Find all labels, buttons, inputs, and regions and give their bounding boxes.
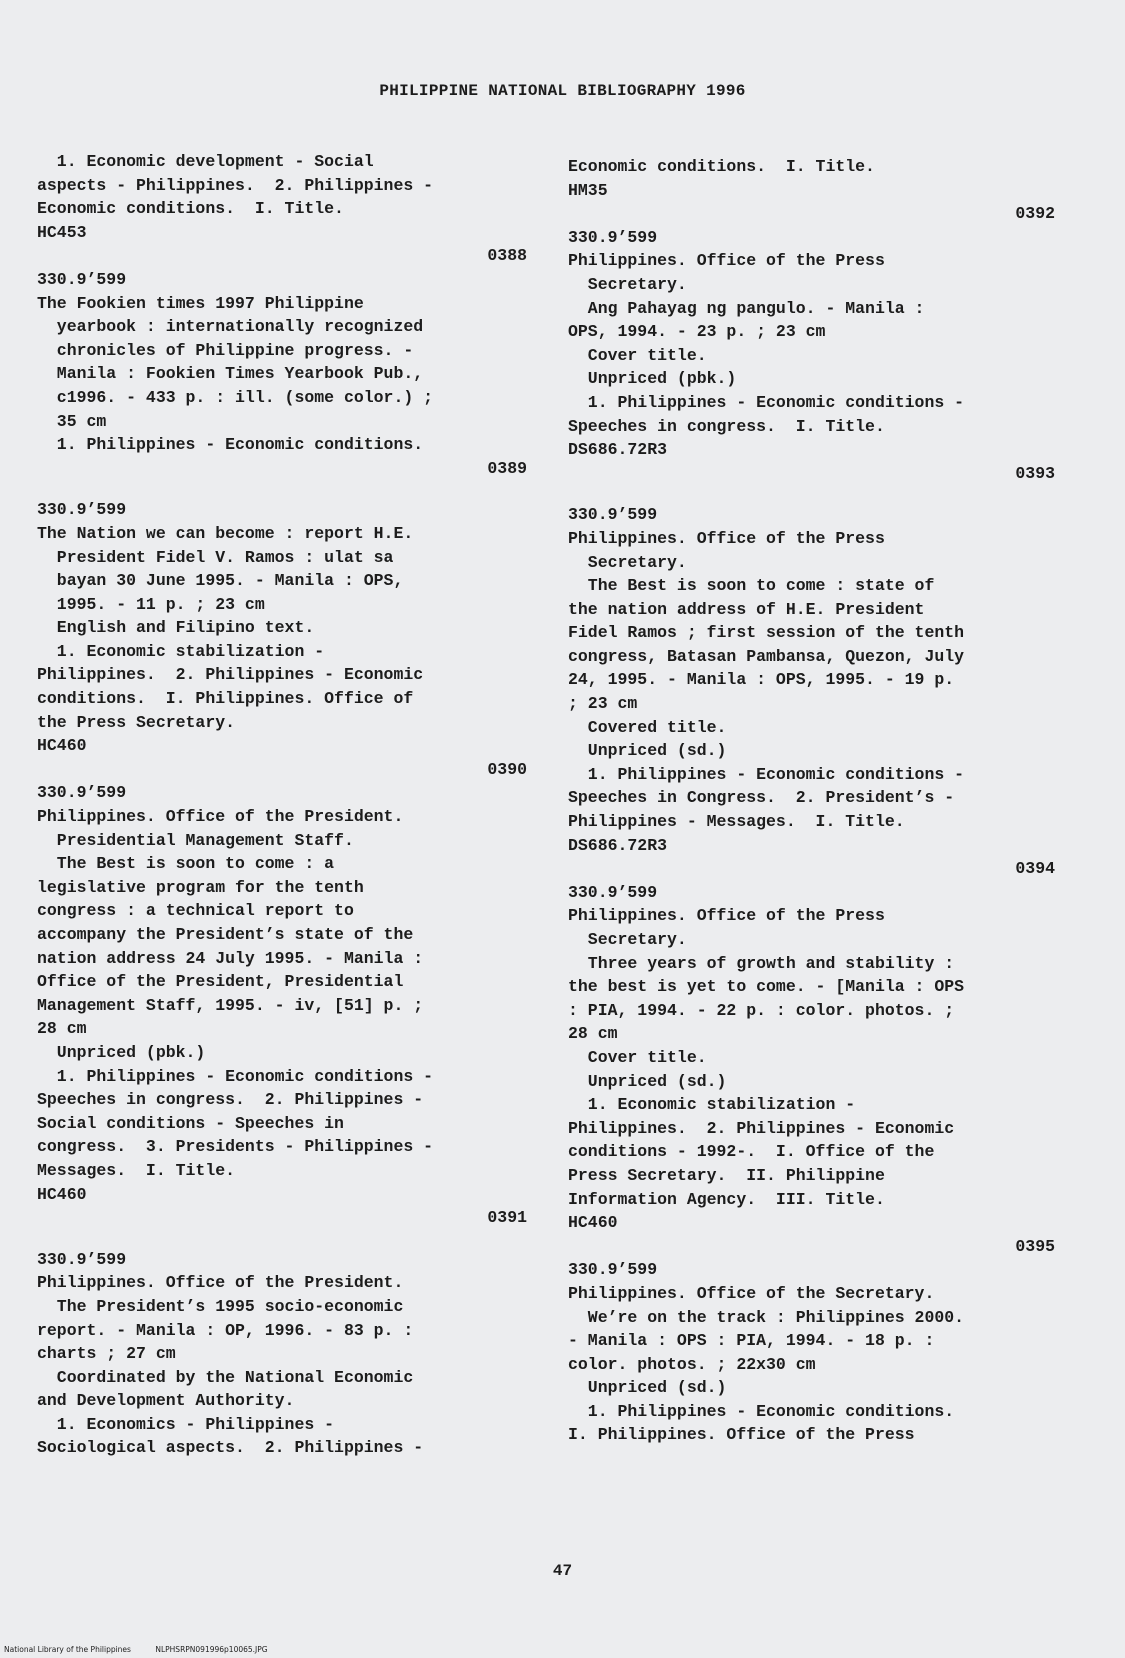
entry-line: congress, Batasan Pambansa, Quezon, July <box>568 646 965 666</box>
entry-line: Messages. I. Title. <box>37 1160 236 1180</box>
entry-gap <box>37 480 527 498</box>
entry-line: Philippines - Messages. I. Title. <box>568 812 905 832</box>
entry-line: 330.9’599 <box>568 227 658 247</box>
entry-line: HC460 <box>568 1213 618 1233</box>
entry-line: bayan 30 June 1995. - Manila : OPS, <box>37 571 404 591</box>
entry-line: charts ; 27 cm <box>37 1344 176 1364</box>
entry-line: 330.9’599 <box>37 783 127 803</box>
entry-number: 0391 <box>487 1208 527 1228</box>
entry-line: Cover title. <box>568 345 707 365</box>
entry-line: Philippines. Office of the Press <box>568 906 885 926</box>
entry-line: HC460 <box>37 736 87 756</box>
entry-line: President Fidel V. Ramos : ulat sa <box>37 547 394 567</box>
entry-line: Philippines. Office of the Press <box>568 528 885 548</box>
entry-line: color. photos. ; 22x30 cm <box>568 1354 816 1374</box>
entry-line: Sociological aspects. 2. Philippines - <box>37 1438 424 1458</box>
entry-line: The Fookien times 1997 Philippine <box>37 293 364 313</box>
entry-line: DS686.72R3 <box>568 835 668 855</box>
entry-line: Unpriced (sd.) <box>568 1378 727 1398</box>
entry-number: 0390 <box>487 759 527 779</box>
entry-line: Fidel Ramos ; first session of the tenth <box>568 623 965 643</box>
entry-line: c1996. - 433 p. : ill. (some color.) ; <box>37 387 434 407</box>
entry-line: and Development Authority. <box>37 1391 295 1411</box>
entry-line: HC453 <box>37 222 87 242</box>
entry-line: Secretary. <box>568 552 687 572</box>
entry-number: 0389 <box>487 458 527 478</box>
scan-footer <box>4 1645 290 1654</box>
entry-line: the Press Secretary. <box>37 712 236 732</box>
entry-line: 1. Economics - Philippines - <box>37 1414 335 1434</box>
entry-line: 1. Philippines - Economic conditions - <box>568 392 965 412</box>
entry-line: ; 23 cm <box>568 694 638 714</box>
entry-line: 330.9’599 <box>37 269 127 289</box>
entry-number: 0388 <box>487 246 527 266</box>
entry-line: The Best is soon to come : a <box>37 854 335 874</box>
entry-line: 1. Philippines - Economic conditions. <box>37 435 424 455</box>
entry-line: Philippines. 2. Philippines - Economic <box>568 1118 955 1138</box>
entry-line: Press Secretary. II. Philippine <box>568 1165 885 1185</box>
entry-line: Philippines. Office of the Secretary. <box>568 1283 935 1303</box>
entry-line: 1. Philippines - Economic conditions. <box>568 1401 955 1421</box>
entry-line: nation address 24 July 1995. - Manila : <box>37 948 424 968</box>
entry-line: yearbook : internationally recognized <box>37 317 424 337</box>
footer-file: NLPHSRPN091996p10065.JPG <box>155 1645 268 1654</box>
entry-line: the best is yet to come. - [Manila : OPS <box>568 977 965 997</box>
entry-line: Cover title. <box>568 1047 707 1067</box>
entry-line: The Nation we can become : report H.E. <box>37 523 414 543</box>
entry-line: Unpriced (sd.) <box>568 1071 727 1091</box>
entry-line: Philippines. Office of the Press <box>568 251 885 271</box>
entry-line: 330.9’599 <box>37 1249 127 1269</box>
entry-line: Coordinated by the National Economic <box>37 1367 414 1387</box>
entry-line: conditions - 1992-. I. Office of the <box>568 1142 935 1162</box>
entry-line: Office of the President, Presidential <box>37 972 404 992</box>
entry-line: accompany the President’s state of the <box>37 925 414 944</box>
entry-line: Management Staff, 1995. - iv, [51] p. ; <box>37 995 424 1015</box>
entry-line: - Manila : OPS : PIA, 1994. - 18 p. : <box>568 1331 935 1351</box>
entry-line: Unpriced (pbk.) <box>37 1042 206 1062</box>
entry-line: 1. Economic development - Social <box>37 152 374 171</box>
entry-line: Information Agency. III. Title. <box>568 1189 885 1209</box>
entry-line: congress. 3. Presidents - Philippines - <box>37 1137 434 1157</box>
entry-line: Philippines. Office of the President. <box>37 1273 404 1293</box>
page-header: PHILIPPINE NATIONAL BIBLIOGRAPHY 1996 <box>379 82 746 100</box>
entry-line: Speeches in congress. 2. Philippines - <box>37 1090 424 1110</box>
entry-number: 0392 <box>1015 204 1055 224</box>
entry-line: We’re on the track : Philippines 2000. <box>568 1307 965 1327</box>
entry-line: 1. Philippines - Economic conditions - <box>37 1066 434 1086</box>
entry-line: 330.9’599 <box>568 1260 658 1280</box>
footer-library: National Library of the Philippines <box>4 1645 131 1654</box>
entry-line: 1. Economic stabilization - <box>37 641 325 661</box>
entry-line: The President’s 1995 socio-economic <box>37 1296 404 1316</box>
entry-line: 330.9’599 <box>568 505 658 525</box>
entry-line: Economic conditions. I. Title. <box>37 199 344 219</box>
entry-line: : PIA, 1994. - 22 p. : color. photos. ; <box>568 1000 955 1020</box>
entry-line: 35 cm <box>37 411 107 431</box>
entry-line: 28 cm <box>568 1024 618 1044</box>
entry-line: DS686.72R3 <box>568 440 668 460</box>
entry-line: Social conditions - Speeches in <box>37 1113 344 1133</box>
entry-line: 24, 1995. - Manila : OPS, 1995. - 19 p. <box>568 670 955 690</box>
entry-line: legislative program for the tenth <box>37 877 364 897</box>
entry-line: aspects - Philippines. 2. Philippines - <box>37 175 434 195</box>
right-column <box>568 155 1055 1447</box>
entry-line: the nation address of H.E. President <box>568 599 925 619</box>
entry-gap <box>568 485 1055 503</box>
entry-line: 28 cm <box>37 1019 87 1039</box>
entry-line: 1. Philippines - Economic conditions - <box>568 764 965 784</box>
entry-line: Speeches in congress. I. Title. <box>568 416 885 436</box>
entry-line: Secretary. <box>568 274 687 294</box>
entry-line: Ang Pahayag ng pangulo. - Manila : <box>568 298 925 318</box>
entry-number: 0394 <box>1015 859 1055 879</box>
entry-line: conditions. I. Philippines. Office of <box>37 689 414 709</box>
entry-line: OPS, 1994. - 23 p. ; 23 cm <box>568 322 826 342</box>
entry-line: Speeches in Congress. 2. President’s - <box>568 788 955 808</box>
entry-line: report. - Manila : OP, 1996. - 83 p. : <box>37 1320 414 1340</box>
entry-number: 0393 <box>1015 463 1055 483</box>
entry-line: chronicles of Philippine progress. - <box>37 340 414 360</box>
entry-line: I. Philippines. Office of the Press <box>568 1425 915 1445</box>
entry-number: 0395 <box>1015 1236 1055 1256</box>
left-column <box>37 150 527 1460</box>
entry-line: Philippines. 2. Philippines - Economic <box>37 665 424 685</box>
entry-line: 1995. - 11 p. ; 23 cm <box>37 594 265 614</box>
entry-line: Secretary. <box>568 930 687 949</box>
page-number: 47 <box>552 1562 573 1580</box>
entry-line: HM35 <box>568 180 608 200</box>
entry-line: Covered title. <box>568 717 727 737</box>
entry-line: 1. Economic stabilization - <box>568 1095 856 1115</box>
entry-line: Three years of growth and stability : <box>568 953 955 973</box>
entry-line: congress : a technical report to <box>37 901 354 921</box>
entry-line: The Best is soon to come : state of <box>568 576 935 596</box>
entry-line: Unpriced (sd.) <box>568 741 727 761</box>
entry-line: Presidential Management Staff. <box>37 830 354 850</box>
entry-line: 330.9’599 <box>37 500 127 520</box>
entry-line: Philippines. Office of the President. <box>37 807 404 827</box>
entry-line: Economic conditions. I. Title. <box>568 157 875 176</box>
entry-line: 330.9’599 <box>568 882 658 902</box>
entry-line: Manila : Fookien Times Yearbook Pub., <box>37 364 424 384</box>
entry-line: HC460 <box>37 1184 87 1204</box>
entry-gap <box>37 1230 527 1248</box>
entry-line: Unpriced (pbk.) <box>568 369 737 389</box>
entry-line: English and Filipino text. <box>37 618 315 638</box>
